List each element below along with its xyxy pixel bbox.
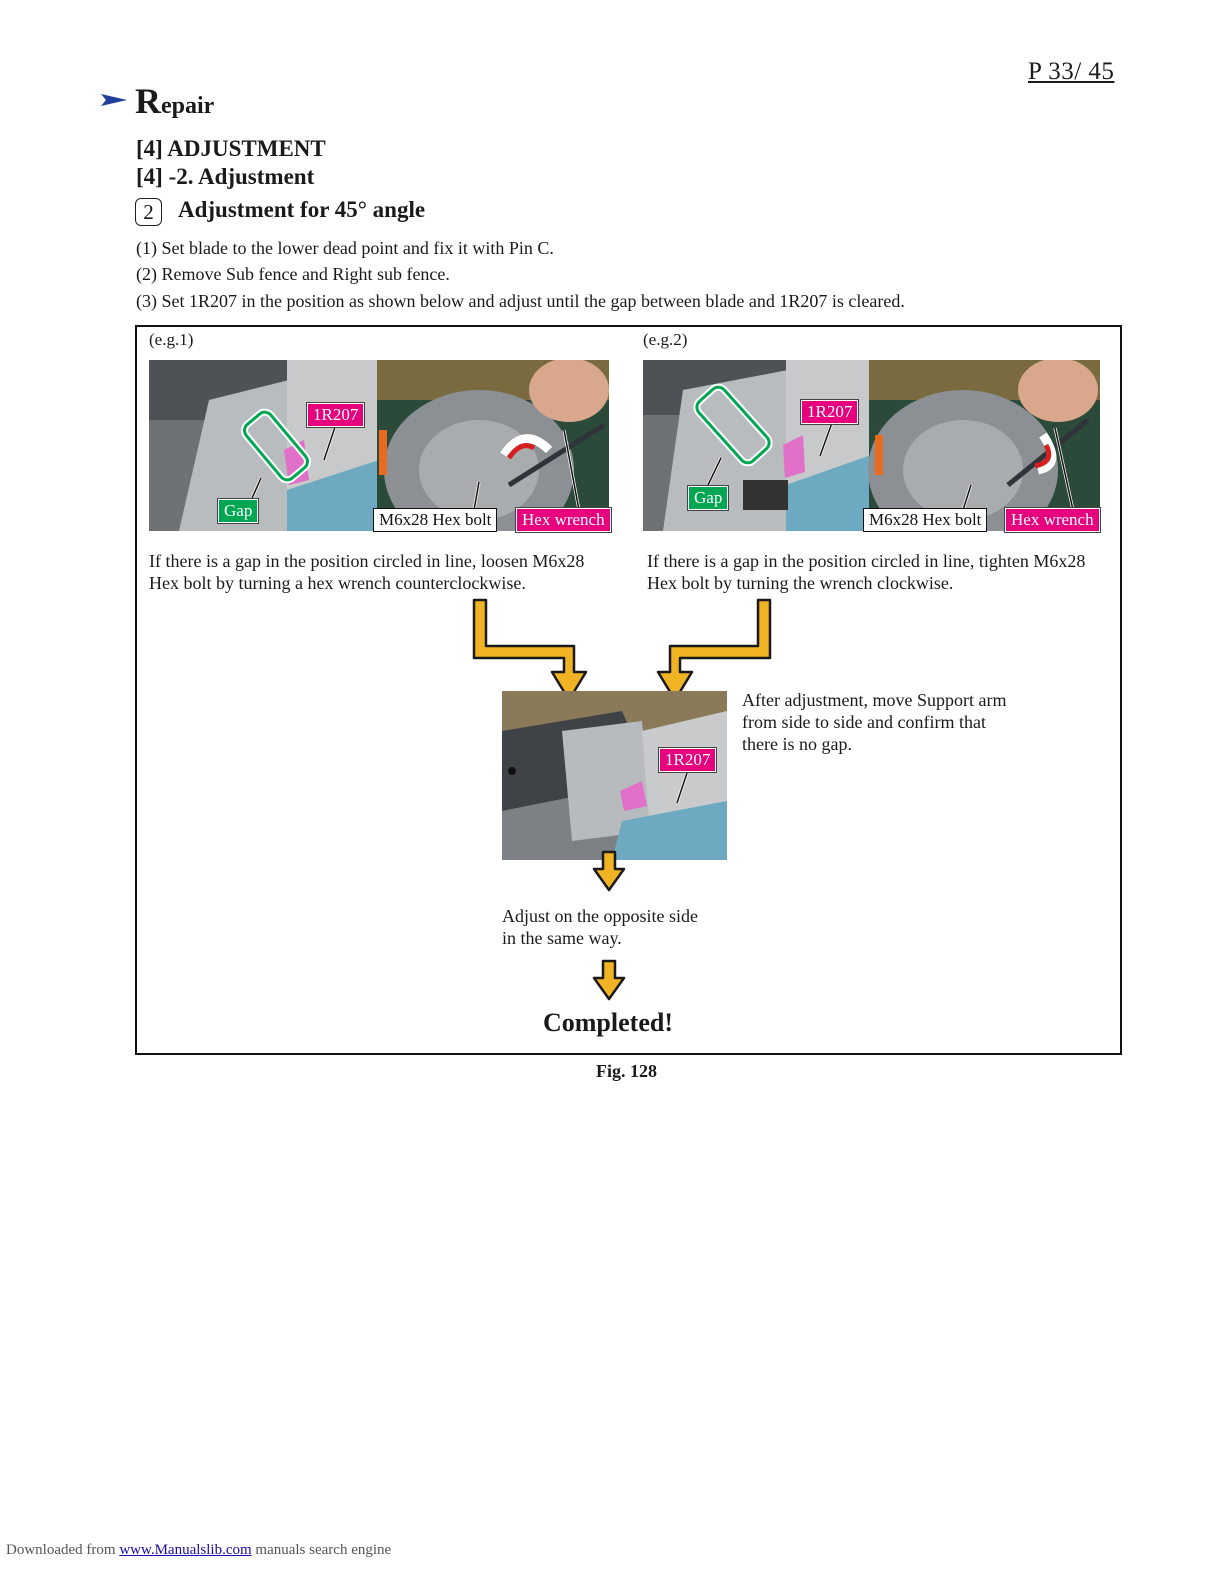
section-title-rest: epair bbox=[161, 93, 215, 119]
result-note-line-3: there is no gap. bbox=[742, 734, 852, 754]
example-1-bolt-tag: M6x28 Hex bolt bbox=[373, 508, 497, 532]
footer-suffix: manuals search engine bbox=[251, 1542, 392, 1558]
footer-prefix: Downloaded from bbox=[6, 1542, 120, 1558]
down-arrow-icon bbox=[591, 958, 627, 1002]
example-2-caption-line-1: If there is a gap in the position circled in line, tighten M6x28 bbox=[647, 551, 1086, 571]
example-2-part-tag: 1R207 bbox=[801, 400, 858, 424]
example-2-gap-tag: Gap bbox=[688, 486, 728, 510]
instruction-2: (2) Remove Sub fence and Right sub fence. bbox=[136, 264, 450, 284]
flow-arrows-icon bbox=[462, 596, 782, 706]
result-photo bbox=[502, 691, 727, 860]
instruction-1: (1) Set blade to the lower dead point and fix it with Pin C. bbox=[136, 238, 554, 258]
step-title: Adjustment for 45° angle bbox=[178, 197, 426, 222]
step-number-badge: 2 bbox=[135, 198, 162, 226]
opposite-side-line-2: in the same way. bbox=[502, 928, 622, 948]
footer bbox=[6, 1542, 391, 1559]
example-1-caption-line-2: Hex bolt by turning a hex wrench counterclockwise. bbox=[149, 573, 526, 593]
opposite-side-line-1: Adjust on the opposite side bbox=[502, 906, 698, 926]
example-2-wrench-tag: Hex wrench bbox=[1005, 508, 1100, 532]
figure-caption: Fig. 128 bbox=[596, 1061, 657, 1081]
instruction-3: (3) Set 1R207 in the position as shown below and adjust until the gap between blade and 1R207 is cleared. bbox=[136, 291, 905, 311]
example-2-caption-line-2: Hex bolt by turning the wrench clockwise. bbox=[647, 573, 954, 593]
result-part-tag: 1R207 bbox=[659, 748, 716, 772]
page-number: P 33/ 45 bbox=[1028, 58, 1115, 85]
section-title-initial: R bbox=[135, 81, 161, 121]
example-1-label: (e.g.1) bbox=[149, 330, 194, 349]
example-1-part-tag: 1R207 bbox=[307, 403, 364, 427]
result-note-line-2: from side to side and confirm that bbox=[742, 712, 986, 732]
example-1-gap-tag: Gap bbox=[218, 499, 258, 523]
example-2-label: (e.g.2) bbox=[643, 330, 688, 349]
footer-link[interactable]: www.Manualslib.com bbox=[119, 1542, 252, 1558]
section-arrow-icon bbox=[101, 92, 127, 108]
down-arrow-icon bbox=[591, 849, 627, 893]
heading-adjustment: [4] ADJUSTMENT bbox=[136, 136, 326, 161]
example-2-bolt-tag: M6x28 Hex bolt bbox=[863, 508, 987, 532]
completed-text: Completed! bbox=[543, 1008, 673, 1037]
result-note-line-1: After adjustment, move Support arm bbox=[742, 690, 1007, 710]
example-1-wrench-tag: Hex wrench bbox=[516, 508, 611, 532]
heading-subsection: [4] -2. Adjustment bbox=[136, 164, 315, 189]
example-1-caption-line-1: If there is a gap in the position circled in line, loosen M6x28 bbox=[149, 551, 585, 571]
section-title bbox=[135, 80, 214, 122]
